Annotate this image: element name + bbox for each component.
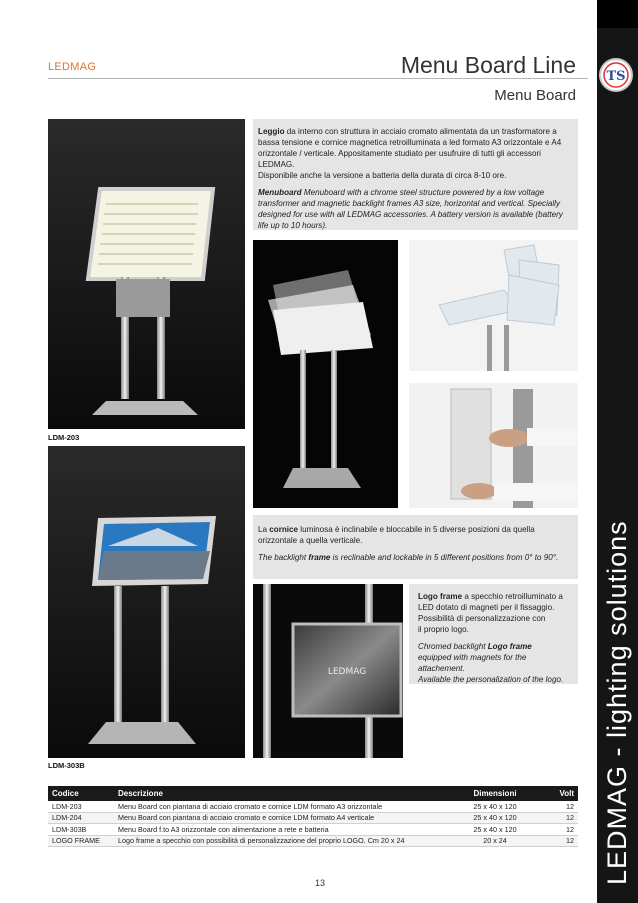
- photo-frame-attach: [409, 383, 578, 508]
- page-subtitle: Menu Board: [494, 87, 576, 104]
- col-dimensioni: Dimensioni: [456, 786, 534, 801]
- col-volt: Volt: [534, 786, 578, 801]
- tilt-it-pre: La: [258, 525, 270, 534]
- page-number: 13: [314, 878, 325, 888]
- photo-logo-frame: [253, 584, 403, 758]
- logo-it-line3: Possibilità di personalizzazione con: [418, 614, 546, 623]
- tilt-it-lead: cornice: [269, 525, 299, 534]
- tilt-en-text: is reclinable and lockable in 5 different positions from 0° to 90°.: [330, 553, 559, 562]
- cell-dim: 20 x 24: [456, 835, 534, 847]
- desc-en-lead: Menuboard: [258, 188, 302, 197]
- cell-code: LDM-303B: [48, 824, 114, 836]
- cell-dim: 25 x 40 x 120: [456, 801, 534, 812]
- desc-it-text: da interno con struttura in acciaio cromato alimentata da un trasformatore a bassa tensione e cornice magnetica retroilluminata a led formato A3 orizzontale e A4 orizzontale / verticale. Appositamente studiato per usufruire di tutti gli accessori LEDMAG.: [258, 127, 562, 169]
- col-codice: Codice: [48, 786, 114, 801]
- table-row: [48, 812, 578, 824]
- cell-code: LDM-204: [48, 812, 114, 824]
- tilt-en-pre: The backlight: [258, 553, 309, 562]
- table-row: [48, 801, 578, 812]
- logo-it-line2: LED dotato di magneti per il fissaggio.: [418, 603, 555, 612]
- caption-top: LDM-203: [48, 433, 80, 442]
- photo-ldm-203: [48, 119, 245, 429]
- cell-desc: Menu Board con piantana di acciaio cromato e cornice LDM formato A4 verticale: [114, 812, 456, 824]
- logo-en-line2: equipped with magnets for the attachement.: [418, 653, 527, 673]
- title-divider: [48, 78, 588, 79]
- logo-en-lead: Logo frame: [487, 642, 532, 651]
- tilt-box: [253, 515, 578, 579]
- table-row: [48, 824, 578, 836]
- tilt-it-text: luminosa è inclinabile e bloccabile in 5 diverse posizioni da quella orizzontale a quella verticale.: [258, 525, 535, 545]
- product-table: [48, 786, 578, 847]
- desc-en-text: Menuboard with a chrome steel structure powered by a low voltage transformer and magnetic backlight frames A3 size, horizontal and vertical. Specially designed for use with all LEDMAG accessories. A battery version is available (battery life up to 10 hours).: [258, 188, 563, 230]
- table-header-row: [48, 786, 578, 801]
- logo-it-line1: a specchio retroilluminato a: [462, 592, 563, 601]
- cell-volt: 12: [534, 801, 578, 812]
- logo-it-line4: il proprio logo.: [418, 625, 469, 634]
- caption-bottom: LDM-303B: [48, 761, 85, 770]
- cell-dim: 25 x 40 x 120: [456, 812, 534, 824]
- cell-dim: 25 x 40 x 120: [456, 824, 534, 836]
- cell-desc: Menu Board f.to A3 orizzontale con alimentazione a rete e batteria: [114, 824, 456, 836]
- logo-en-line3: Available the personalization of the logo.: [418, 675, 564, 684]
- photo-frame-rotation: [409, 240, 578, 371]
- svg-text:LEDMAG: LEDMAG: [327, 667, 367, 677]
- description-box: [253, 119, 578, 230]
- cell-volt: 12: [534, 824, 578, 836]
- desc-it-text2: Disponibile anche la versione a batteria della durata di circa 8-10 ore.: [258, 171, 507, 180]
- photo-ldm-303b: [48, 446, 245, 758]
- cell-desc: Logo frame a specchio con possibilità di personalizzazione del proprio LOGO. Cm 20 x 24: [114, 835, 456, 847]
- cell-volt: 12: [534, 812, 578, 824]
- cell-code: LDM-203: [48, 801, 114, 812]
- cell-volt: 12: [534, 835, 578, 847]
- cell-desc: Menu Board con piantana di acciaio cromato e cornice LDM formato A3 orizzontale: [114, 801, 456, 812]
- desc-it-lead: Leggio: [258, 127, 285, 136]
- svg-text:TS: TS: [606, 69, 626, 84]
- tilt-en-lead: frame: [308, 553, 331, 562]
- cell-code: LOGO FRAME: [48, 835, 114, 847]
- side-band-top: [597, 0, 638, 28]
- page-title: Menu Board Line: [400, 52, 576, 78]
- logo-it-lead: Logo frame: [418, 592, 463, 601]
- brand-label: LEDMAG: [48, 61, 97, 73]
- logo-box: [409, 584, 578, 684]
- brand-logo: [597, 56, 635, 94]
- col-descrizione: Descrizione: [114, 786, 456, 801]
- logo-en-pre: Chromed backlight: [418, 642, 488, 651]
- table-row: [48, 835, 578, 847]
- photo-tilt-stand: [253, 240, 398, 508]
- side-band-text: LEDMAG - lighting solutions: [602, 520, 632, 885]
